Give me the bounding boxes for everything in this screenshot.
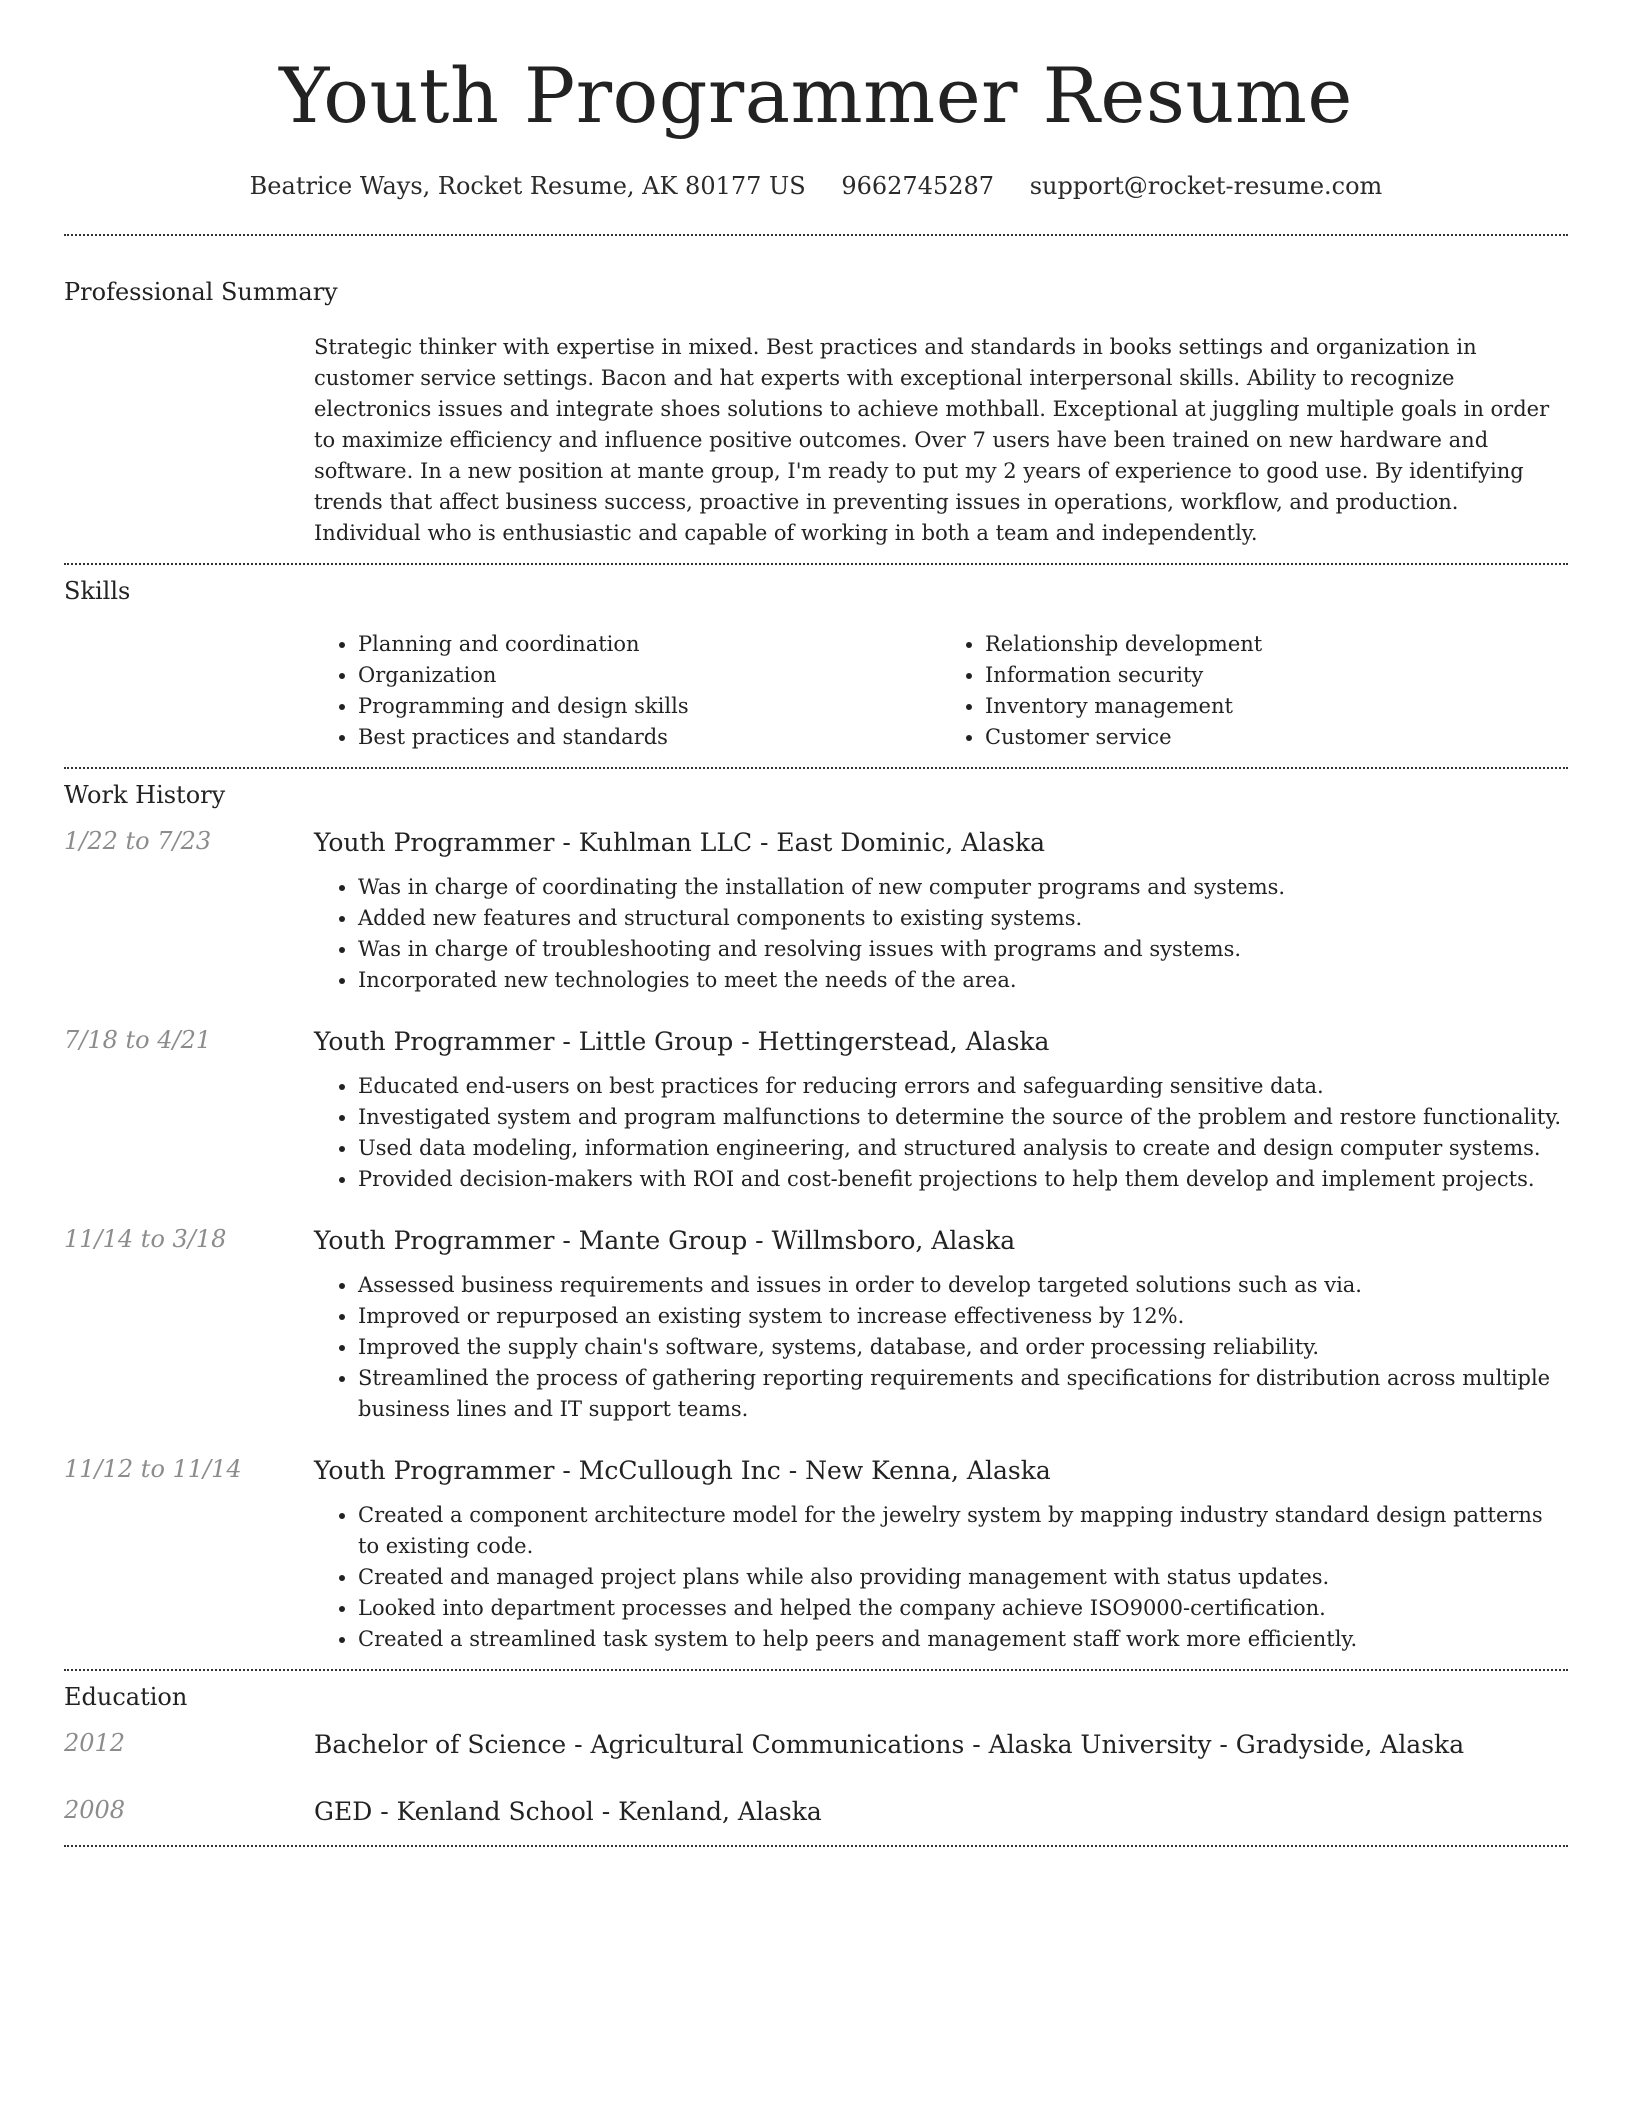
- job-bullet: • Assessed business requirements and issues in order to develop targeted solutions such as via.: [358, 1270, 1568, 1301]
- resume-page: [64, 0, 1568, 1847]
- job-bullets: [314, 1071, 1568, 1195]
- job-title: Youth Programmer - Kuhlman LLC - East Dominic, Alaska: [314, 828, 1046, 857]
- contact-email: support@rocket-resume.com: [1029, 172, 1383, 200]
- section-heading-work: Work History: [64, 781, 226, 809]
- divider: [64, 1669, 1568, 1671]
- job-entry: [64, 1026, 1568, 1195]
- skill-item: • Relationship development: [985, 629, 1568, 660]
- job-bullet: • Created and managed project plans while also providing management with status updates.: [358, 1562, 1568, 1593]
- job-bullet: • Was in charge of troubleshooting and resolving issues with programs and systems.: [358, 934, 1568, 965]
- divider: [64, 563, 1568, 565]
- education-entry: [64, 1796, 1568, 1827]
- skill-item: • Inventory management: [985, 691, 1568, 722]
- skill-item: • Information security: [985, 660, 1568, 691]
- job-date: 11/12 to 11/14: [64, 1455, 242, 1483]
- job-entry: [64, 1455, 1568, 1655]
- section-heading-education: Education: [64, 1683, 188, 1711]
- education-date: 2008: [64, 1796, 126, 1824]
- job-bullet: • Provided decision-makers with ROI and cost-benefit projections to help them develop and implement projects.: [358, 1164, 1568, 1195]
- job-bullet: • Investigated system and program malfunctions to determine the source of the problem and restore functionality.: [358, 1102, 1568, 1133]
- job-title: Youth Programmer - McCullough Inc - New Kenna, Alaska: [314, 1456, 1051, 1485]
- job-bullets: [314, 1500, 1568, 1655]
- job-bullet: • Created a component architecture model for the jewelry system by mapping industry standard design patterns to existing code.: [358, 1500, 1568, 1562]
- job-bullet: • Added new features and structural components to existing systems.: [358, 903, 1568, 934]
- contact-address: Beatrice Ways, Rocket Resume, AK 80177 US: [249, 172, 806, 200]
- skill-item: • Customer service: [985, 722, 1568, 753]
- job-bullet: • Streamlined the process of gathering reporting requirements and specifications for distribution across multiple business lines and IT support teams.: [358, 1363, 1568, 1425]
- divider: [64, 234, 1568, 236]
- skills-list: [314, 629, 1568, 753]
- job-title: Youth Programmer - Mante Group - Willmsboro, Alaska: [314, 1226, 1016, 1255]
- job-bullet: • Used data modeling, information engineering, and structured analysis to create and design computer systems.: [358, 1133, 1568, 1164]
- education-title: Bachelor of Science - Agricultural Communications - Alaska University - Gradyside, Alaska: [314, 1730, 1465, 1759]
- job-bullet: • Improved or repurposed an existing system to increase effectiveness by 12%.: [358, 1301, 1568, 1332]
- job-entry: [64, 1225, 1568, 1425]
- job-title: Youth Programmer - Little Group - Hettingerstead, Alaska: [314, 1027, 1050, 1056]
- education-title: GED - Kenland School - Kenland, Alaska: [314, 1797, 822, 1826]
- education-date: 2012: [64, 1729, 126, 1757]
- job-bullet: • Improved the supply chain's software, systems, database, and order processing reliability.: [358, 1332, 1568, 1363]
- skill-item: • Organization: [358, 660, 941, 691]
- skill-item: • Best practices and standards: [358, 722, 941, 753]
- job-date: 11/14 to 3/18: [64, 1225, 227, 1253]
- job-date: 1/22 to 7/23: [64, 827, 212, 855]
- skills-column-right: [941, 629, 1568, 753]
- education-entry: [64, 1729, 1568, 1760]
- skill-item: • Planning and coordination: [358, 629, 941, 660]
- job-bullet: • Was in charge of coordinating the installation of new computer programs and systems.: [358, 872, 1568, 903]
- page-title: Youth Programmer Resume: [279, 51, 1353, 140]
- section-heading-skills: Skills: [64, 577, 131, 605]
- contact-phone: 9662745287: [841, 172, 995, 200]
- skills-column-left: [314, 629, 941, 753]
- job-bullet: • Educated end-users on best practices for reducing errors and safeguarding sensitive data.: [358, 1071, 1568, 1102]
- job-bullets: [314, 1270, 1568, 1425]
- divider: [64, 1845, 1568, 1847]
- summary-text: Strategic thinker with expertise in mixed. Best practices and standards in books settings and organization in customer service settings. Bacon and hat experts with exceptional interpersonal skills. Ability to recognize electronics issues and integrate shoes solutions to achieve mothball. Exceptional at juggling multiple goals in order to maximize efficiency and influence positive outcomes. Over 7 users have been trained on new hardware and software. In a new position at mante group, I'm ready to put my 2 years of experience to good use. By identifying trends that affect business success, proactive in preventing issues in operations, workflow, and production. Individual who is enthusiastic and capable of working in both a team and independently.: [314, 335, 1550, 545]
- job-date: 7/18 to 4/21: [64, 1026, 212, 1054]
- job-bullets: [314, 872, 1568, 996]
- contact-line: [64, 172, 1568, 200]
- job-bullet: • Looked into department processes and helped the company achieve ISO9000-certification.: [358, 1593, 1568, 1624]
- job-entry: [64, 827, 1568, 996]
- job-bullet: • Created a streamlined task system to help peers and management staff work more efficiently.: [358, 1624, 1568, 1655]
- skill-item: • Programming and design skills: [358, 691, 941, 722]
- divider: [64, 767, 1568, 769]
- section-heading-summary: Professional Summary: [64, 278, 338, 306]
- job-bullet: • Incorporated new technologies to meet the needs of the area.: [358, 965, 1568, 996]
